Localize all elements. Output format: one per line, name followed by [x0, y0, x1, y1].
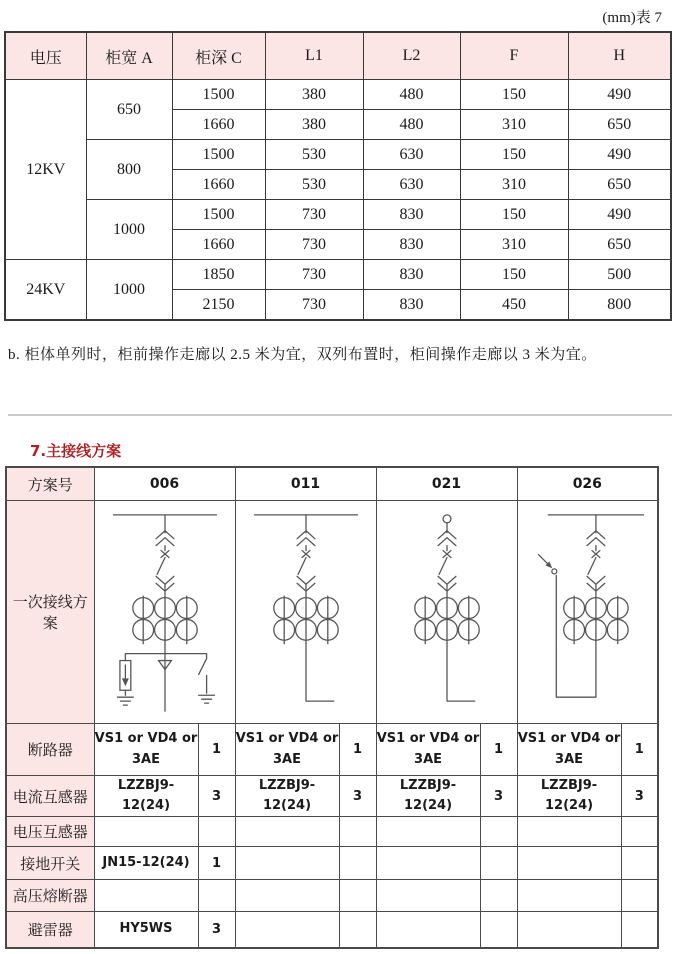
equipment-model-cell: LZZBJ9-12(24) [517, 776, 621, 817]
section-divider [8, 414, 672, 416]
diagram-cell [376, 501, 517, 724]
dimension-cell: 150 [460, 260, 568, 290]
equipment-qty-cell [480, 817, 517, 847]
equipment-qty-cell: 1 [198, 847, 235, 880]
equipment-model-cell: LZZBJ9-12(24) [376, 776, 480, 817]
dimension-cell: 730 [265, 200, 363, 230]
dimension-cell: 310 [460, 170, 568, 200]
dimension-cell: 730 [265, 230, 363, 260]
equipment-model-cell: VS1 or VD4 or 3AE [517, 724, 621, 776]
dimension-cell: 1500 [172, 140, 265, 170]
equipment-row [6, 776, 658, 817]
dimension-cell: 150 [460, 80, 568, 110]
dimension-cell: 650 [568, 110, 671, 140]
dimension-cell: 500 [568, 260, 671, 290]
equipment-model-cell: VS1 or VD4 or 3AE [376, 724, 480, 776]
scheme-id: 021 [376, 467, 517, 501]
dimension-cell: 1660 [172, 170, 265, 200]
equipment-qty-cell: 1 [198, 724, 235, 776]
equipment-row-label: 接地开关 [6, 847, 94, 880]
dimension-cell: 2150 [172, 290, 265, 321]
diagram-row [6, 501, 658, 724]
scheme-021-diagram [377, 505, 517, 719]
equipment-model-cell [517, 847, 621, 880]
cabinet-width-cell: 650 [86, 80, 172, 140]
equipment-model-cell [376, 817, 480, 847]
dimension-cell: 1660 [172, 230, 265, 260]
scheme-006-diagram [95, 505, 235, 719]
equipment-qty-cell [480, 912, 517, 948]
equipment-model-cell [235, 847, 339, 880]
equipment-qty-cell [621, 847, 658, 880]
dimension-cell: 650 [568, 170, 671, 200]
equipment-qty-cell [198, 880, 235, 912]
dimension-cell: 650 [568, 230, 671, 260]
dimension-col-header: L2 [363, 32, 460, 80]
dimension-cell: 730 [265, 260, 363, 290]
scheme-id: 026 [517, 467, 658, 501]
scheme-table [5, 466, 659, 949]
equipment-qty-cell: 3 [339, 776, 376, 817]
equipment-qty-cell [480, 880, 517, 912]
dimension-cell: 530 [265, 140, 363, 170]
equipment-row [6, 847, 658, 880]
table-row [5, 80, 671, 110]
dimension-col-header: 柜深 C [172, 32, 265, 80]
table-row [5, 140, 671, 170]
voltage-cell: 24KV [5, 260, 86, 321]
equipment-row [6, 817, 658, 847]
dimension-cell: 800 [568, 290, 671, 321]
equipment-model-cell: HY5WS [94, 912, 198, 948]
equipment-qty-cell: 3 [621, 776, 658, 817]
dimension-cell: 830 [363, 230, 460, 260]
equipment-model-cell [376, 880, 480, 912]
equipment-model-cell [94, 817, 198, 847]
equipment-model-cell [517, 817, 621, 847]
dimension-cell: 830 [363, 290, 460, 321]
dimension-cell: 150 [460, 140, 568, 170]
equipment-qty-cell: 1 [480, 724, 517, 776]
dimension-cell: 310 [460, 110, 568, 140]
equipment-model-cell [376, 847, 480, 880]
equipment-qty-cell [621, 880, 658, 912]
scheme-id: 011 [235, 467, 376, 501]
equipment-model-cell: LZZBJ9-12(24) [94, 776, 198, 817]
dimension-cell: 480 [363, 110, 460, 140]
equipment-model-cell [235, 817, 339, 847]
equipment-model-cell: LZZBJ9-12(24) [235, 776, 339, 817]
diagram-row-label: 一次接线方案 [6, 501, 94, 724]
dimension-table-header [5, 32, 671, 80]
table-caption: (mm)表 7 [602, 10, 662, 26]
equipment-qty-cell [339, 880, 376, 912]
equipment-model-cell [517, 912, 621, 948]
equipment-model-cell [235, 912, 339, 948]
equipment-row [6, 724, 658, 776]
equipment-row-label: 电流互感器 [6, 776, 94, 817]
dimension-cell: 310 [460, 230, 568, 260]
diagram-cell [517, 501, 658, 724]
dimension-cell: 730 [265, 290, 363, 321]
dimension-cell: 830 [363, 200, 460, 230]
equipment-qty-cell [621, 817, 658, 847]
equipment-row-label: 避雷器 [6, 912, 94, 948]
equipment-qty-cell [339, 847, 376, 880]
scheme-table-header [6, 467, 658, 501]
equipment-model-cell: VS1 or VD4 or 3AE [235, 724, 339, 776]
equipment-model-cell [376, 912, 480, 948]
dimension-col-header: 柜宽 A [86, 32, 172, 80]
equipment-qty-cell: 1 [339, 724, 376, 776]
dimension-col-header: F [460, 32, 568, 80]
diagram-cell [94, 501, 235, 724]
cabinet-width-cell: 800 [86, 140, 172, 200]
equipment-model-cell: JN15-12(24) [94, 847, 198, 880]
equipment-row-label: 断路器 [6, 724, 94, 776]
equipment-row-label: 高压熔断器 [6, 880, 94, 912]
dimension-col-header: H [568, 32, 671, 80]
section-heading: 7.主接线方案 [30, 442, 122, 460]
voltage-cell: 12KV [5, 80, 86, 260]
equipment-model-cell: VS1 or VD4 or 3AE [94, 724, 198, 776]
equipment-row [6, 880, 658, 912]
dimension-cell: 630 [363, 170, 460, 200]
dimension-cell: 380 [265, 80, 363, 110]
dimension-cell: 1500 [172, 200, 265, 230]
note-text: b. 柜体单列时，柜前操作走廊以 2.5 米为宜，双列布置时，柜间操作走廊以 3 米为宜。 [8, 347, 597, 363]
equipment-qty-cell [198, 817, 235, 847]
dimension-table [4, 31, 672, 321]
dimension-cell: 830 [363, 260, 460, 290]
diagram-cell [235, 501, 376, 724]
equipment-row [6, 912, 658, 948]
dimension-cell: 450 [460, 290, 568, 321]
scheme-011-diagram [236, 505, 376, 719]
dimension-cell: 1660 [172, 110, 265, 140]
equipment-row-label: 电压互感器 [6, 817, 94, 847]
equipment-qty-cell: 3 [198, 776, 235, 817]
equipment-qty-cell: 3 [198, 912, 235, 948]
dimension-col-header: 电压 [5, 32, 86, 80]
scheme-026-diagram [518, 505, 658, 719]
dimension-cell: 630 [363, 140, 460, 170]
dimension-cell: 380 [265, 110, 363, 140]
equipment-model-cell [94, 880, 198, 912]
dimension-cell: 490 [568, 80, 671, 110]
equipment-qty-cell [339, 912, 376, 948]
cabinet-width-cell: 1000 [86, 260, 172, 321]
equipment-qty-cell [480, 847, 517, 880]
dimension-col-header: L1 [265, 32, 363, 80]
dimension-cell: 530 [265, 170, 363, 200]
scheme-corner-label: 方案号 [6, 467, 94, 501]
dimension-cell: 1500 [172, 80, 265, 110]
table-row [5, 260, 671, 290]
equipment-qty-cell: 3 [480, 776, 517, 817]
dimension-cell: 480 [363, 80, 460, 110]
equipment-qty-cell: 1 [621, 724, 658, 776]
dimension-cell: 1850 [172, 260, 265, 290]
cabinet-width-cell: 1000 [86, 200, 172, 260]
table-row [5, 200, 671, 230]
equipment-qty-cell [339, 817, 376, 847]
equipment-qty-cell [621, 912, 658, 948]
equipment-model-cell [517, 880, 621, 912]
equipment-model-cell [235, 880, 339, 912]
scheme-id: 006 [94, 467, 235, 501]
dimension-cell: 490 [568, 140, 671, 170]
dimension-cell: 490 [568, 200, 671, 230]
dimension-cell: 150 [460, 200, 568, 230]
